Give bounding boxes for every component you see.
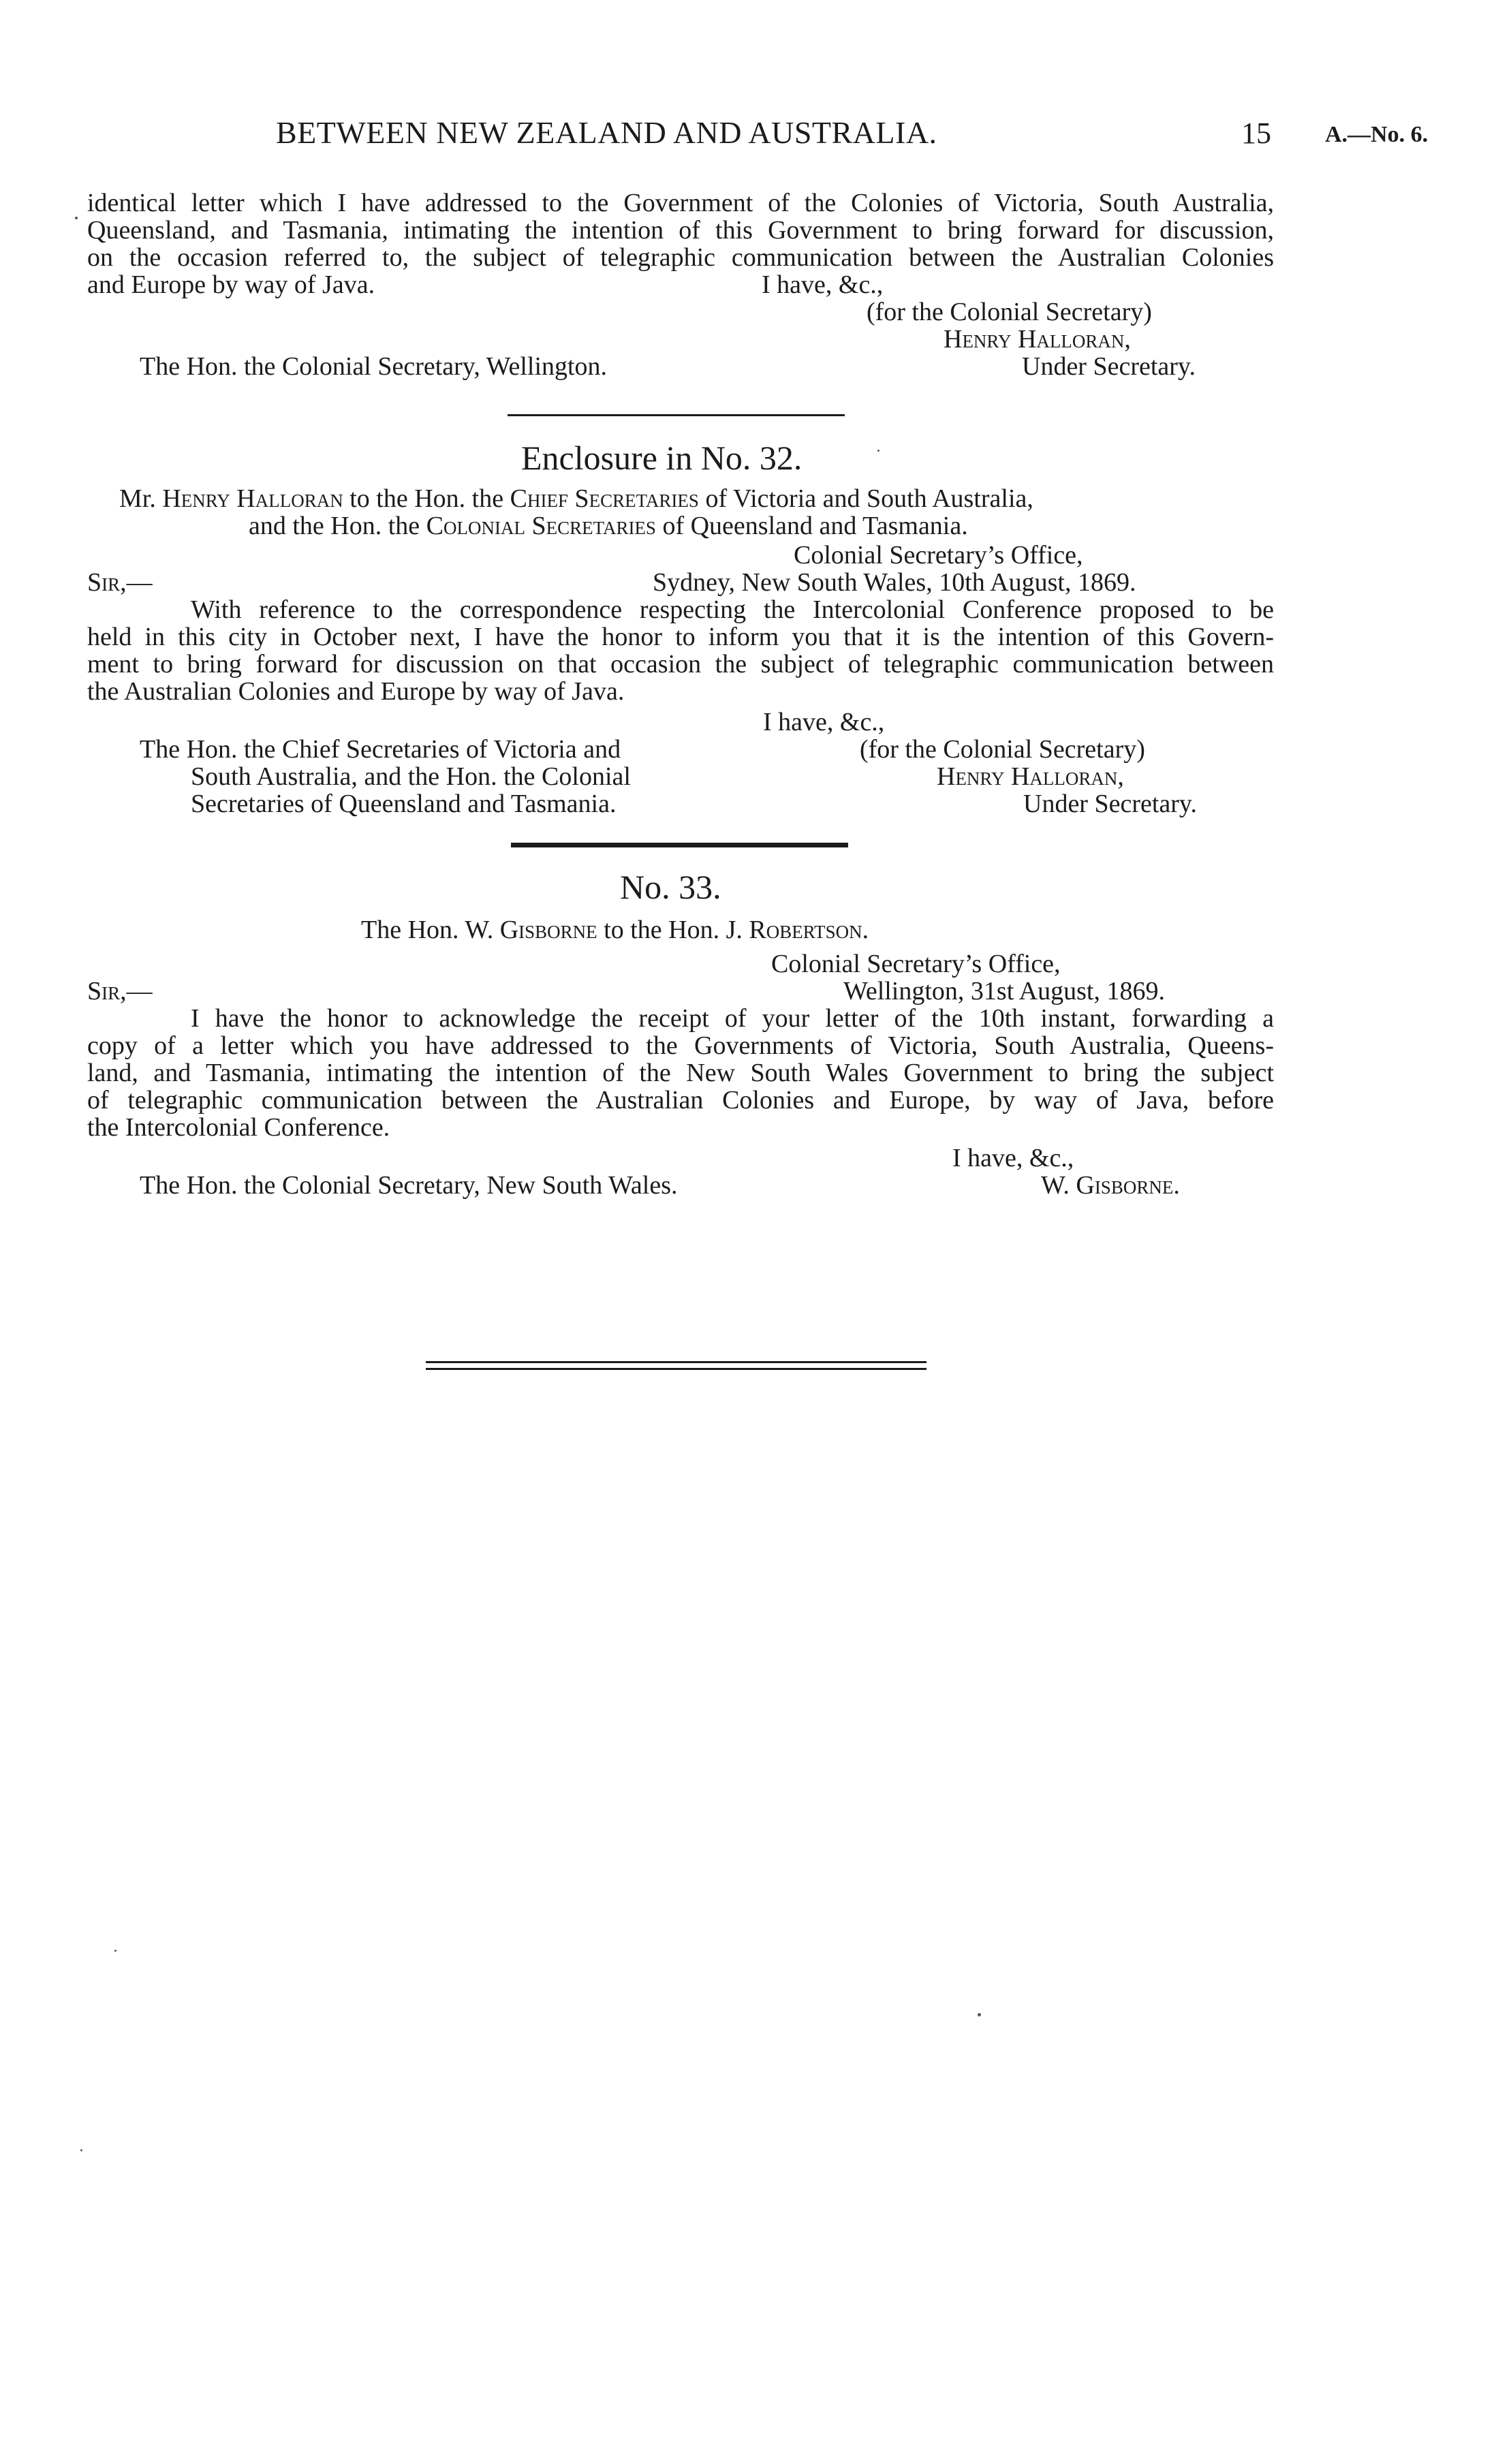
intro-line: [119, 485, 1033, 512]
for-line: (for the Colonial Secretary): [860, 735, 1145, 764]
intro2-prefix: and the Hon. the: [249, 512, 420, 540]
document-reference: A.—No. 6.: [1325, 122, 1429, 147]
place-date: Sydney, New South Wales, 10th August, 1869.: [653, 568, 1136, 597]
addressee: The Hon. the Colonial Secretary, New South Wales.: [140, 1171, 678, 1200]
scan-speck: [114, 1950, 116, 1952]
intro-prefix: Mr.: [119, 484, 156, 513]
signatory-title: Under Secretary.: [1022, 352, 1196, 381]
scan-speck: [978, 2013, 981, 2016]
intro-line: [361, 916, 869, 944]
body-line: held in this city in October next, I have the honor to inform you that it is the intention of this Govern-: [87, 623, 1274, 651]
recipient-role: Colonial Secretaries: [426, 512, 656, 540]
salutation: Sir,—: [87, 977, 153, 1005]
closing: I have, &c.,: [952, 1144, 1074, 1172]
section-divider-thick: [511, 843, 848, 847]
closing: I have, &c.,: [763, 708, 885, 736]
sender-name: Gisborne: [499, 916, 597, 944]
body-line: Queensland, and Tasmania, intimating the intention of this Government to bring forward for discussion,: [87, 216, 1274, 245]
salutation: Sir,—: [87, 568, 153, 597]
running-header-title: BETWEEN NEW ZEALAND AND AUSTRALIA.: [276, 115, 937, 150]
intro-suffix: of Victoria and South Australia,: [705, 484, 1033, 513]
addressee: The Hon. the Colonial Secretary, Wellington.: [140, 352, 608, 381]
signatory-title: Under Secretary.: [1023, 790, 1197, 818]
signature: Henry Halloran,: [944, 325, 1131, 354]
signature: W. Gisborne.: [1041, 1171, 1180, 1200]
intro-line-2: [249, 512, 968, 540]
body-line: on the occasion referred to, the subject of telegraphic communication between the Australian Colonies: [87, 243, 1274, 272]
office-line: Colonial Secretary’s Office,: [794, 541, 1083, 570]
body-line: of telegraphic communication between the Australian Colonies and Europe, by way of Java, before: [87, 1086, 1274, 1114]
intro2-suffix: of Queensland and Tasmania.: [662, 512, 968, 540]
addressee-line: The Hon. the Chief Secretaries of Victoria and: [140, 735, 621, 764]
body-line: land, and Tasmania, intimating the intention of the New South Wales Government to bring the subject: [87, 1059, 1274, 1087]
addressee-line: South Australia, and the Hon. the Colonial: [191, 762, 631, 791]
body-line-last: the Australian Colonies and Europe by way of Java.: [87, 677, 625, 706]
place-date: Wellington, 31st August, 1869.: [843, 977, 1165, 1005]
scan-speck: [75, 217, 78, 219]
body-line: With reference to the correspondence respecting the Intercolonial Conference proposed to be: [191, 595, 1274, 624]
for-line: (for the Colonial Secretary): [867, 298, 1152, 326]
body-line: identical letter which I have addressed to the Government of the Colonies of Victoria, South Australia,: [87, 189, 1274, 217]
scan-speck: [80, 2149, 82, 2151]
intro-prefix: The Hon. W.: [361, 916, 494, 944]
body-line-last: and Europe by way of Java.: [87, 270, 375, 299]
signature: Henry Halloran,: [937, 762, 1124, 791]
body-line: I have the honor to acknowledge the receipt of your letter of the 10th instant, forwarding a: [191, 1004, 1274, 1033]
body-line: ment to bring forward for discussion on that occasion the subject of telegraphic communication between: [87, 650, 1274, 679]
scan-speck: [877, 450, 879, 452]
section-divider: [508, 414, 845, 416]
addressee-line: Secretaries of Queensland and Tasmania.: [191, 790, 617, 818]
body-line-last: the Intercolonial Conference.: [87, 1113, 390, 1142]
intro-mid: to the Hon. the: [349, 484, 504, 513]
page-number: 15: [1241, 116, 1271, 150]
office-line: Colonial Secretary’s Office,: [771, 950, 1061, 978]
recipient-name: Robertson.: [749, 916, 869, 944]
end-rule-bottom: [426, 1368, 926, 1370]
section-heading: Enclosure in No. 32.: [521, 439, 803, 477]
section-heading: No. 33.: [620, 868, 721, 906]
recipient-role: Chief Secretaries: [510, 484, 699, 513]
end-rule-top: [426, 1361, 926, 1363]
body-line: copy of a letter which you have addressed to the Governments of Victoria, South Australia, Queens-: [87, 1031, 1274, 1060]
intro-mid: to the Hon. J.: [604, 916, 743, 944]
sender-name: Henry Halloran: [162, 484, 343, 513]
closing: I have, &c.,: [762, 270, 884, 299]
